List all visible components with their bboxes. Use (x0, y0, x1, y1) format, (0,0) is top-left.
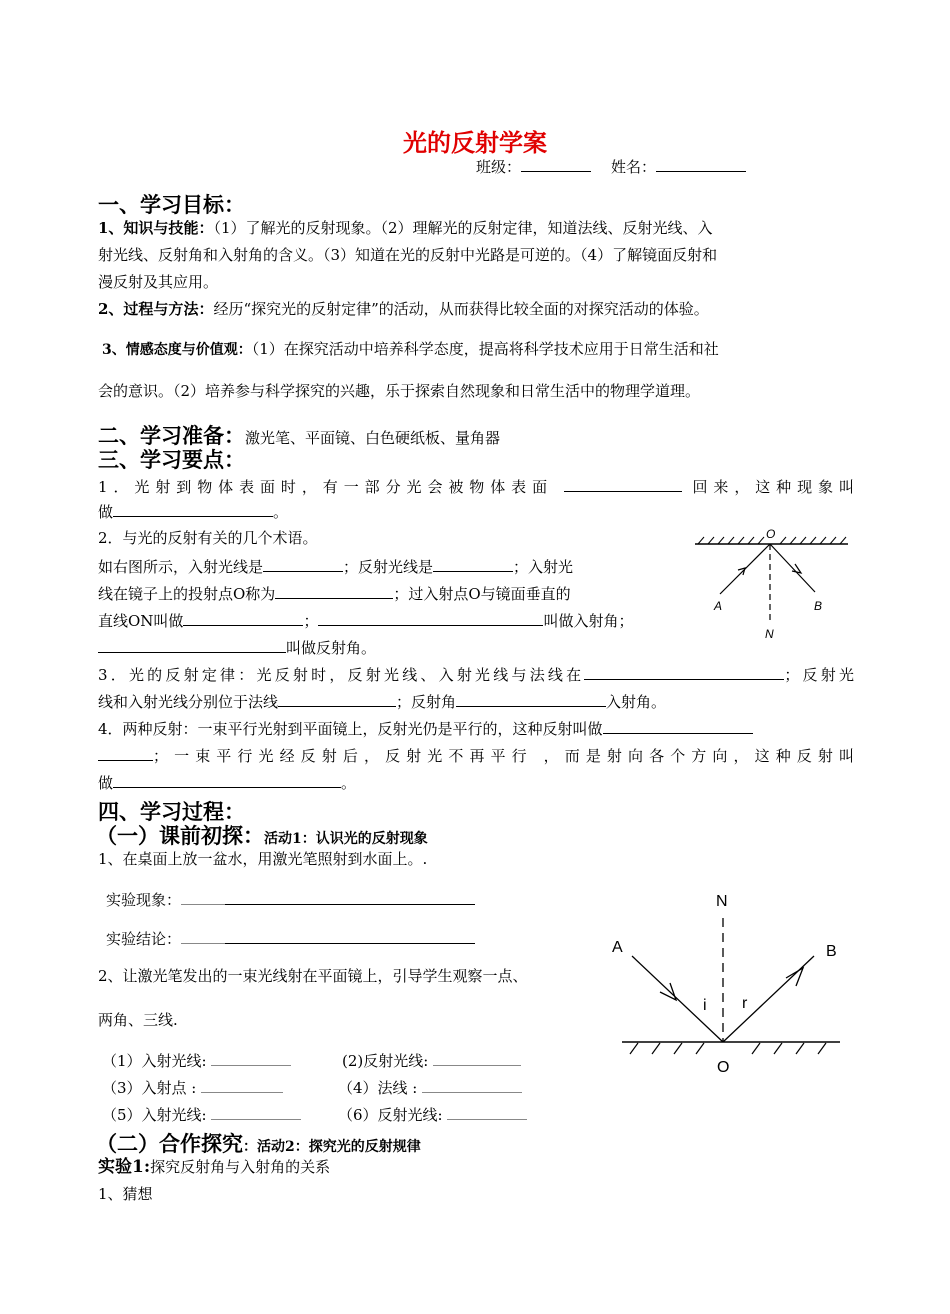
field-6-label: （6）反射光线: (338, 1106, 443, 1124)
phenomenon-blank-a[interactable] (181, 888, 225, 905)
field-6 (338, 1103, 527, 1125)
section-2-heading: 二、学习准备： (98, 423, 245, 448)
knowledge-label: 1、知识与技能： (98, 219, 214, 237)
item-2-text-2b: ；过入射点O与镜面垂直的 (393, 585, 571, 603)
specular-blank-b[interactable] (98, 744, 153, 761)
knowledge-line-2: 射光线、反射角和入射角的含义。（3）知道在光的反射中光路是可逆的。（4）了解镜面反射和 (98, 246, 718, 264)
conclusion-blank-a[interactable] (181, 927, 225, 944)
name-blank[interactable] (656, 155, 746, 172)
sides-blank[interactable] (278, 690, 396, 707)
prep-text: 激光笔、平面镜、白色硬纸板、量角器 (245, 429, 501, 447)
field-3 (102, 1076, 283, 1098)
reflection-diagram-1 (690, 522, 860, 647)
item-4-text-d: 。 (341, 774, 357, 792)
item-2-text-2a: 线在镜子上的投射点O称为 (98, 585, 276, 603)
item-2-line-3 (98, 609, 633, 631)
knowledge-line-1 (98, 218, 713, 238)
fig2-n-label: N (716, 893, 728, 910)
incidence-point-blank[interactable] (275, 582, 393, 599)
field-4 (338, 1076, 522, 1098)
item-1-blank-2[interactable] (113, 500, 273, 517)
subsection-2-heading: （二）合作探究 (96, 1131, 243, 1156)
item-4-line-1 (98, 717, 753, 739)
experiment-1-text: 探究反射角与入射角的关系 (150, 1158, 331, 1176)
field-1 (102, 1049, 291, 1071)
item-2-text-1c: ；入射光 (513, 558, 574, 576)
fig2-b-label: B (826, 943, 837, 960)
item-1-line-2 (98, 500, 288, 522)
field-4-blank[interactable] (422, 1076, 522, 1093)
fig2-incident-ray (632, 956, 723, 1042)
reflected-ray-blank[interactable] (433, 555, 513, 572)
step-2-line-2: 两角、三线. (98, 1011, 178, 1029)
class-label: 班级： (476, 158, 522, 176)
field-5-label: （5）入射光线: (102, 1106, 207, 1124)
step-2-line-1: 2、让激光笔发出的一束光线射在平面镜上，引导学生观察一点、 (98, 967, 528, 985)
subsection-2 (96, 1128, 421, 1158)
field-1-blank[interactable] (211, 1049, 291, 1066)
specular-blank-a[interactable] (603, 717, 753, 734)
knowledge-line-3: 漫反射及其应用。 (98, 273, 219, 291)
item-1-text-b: 回来，这种现象叫 (692, 478, 854, 496)
incident-arrow (738, 568, 745, 575)
field-5-blank[interactable] (211, 1103, 301, 1120)
step-1: 1、在桌面上放一盆水，用激光笔照射到水面上。. (98, 850, 428, 868)
item-4-text-a: 4．两种反射：一束平行光射到平面镜上，反射光仍是平行的，这种反射叫做 (98, 720, 603, 738)
class-blank[interactable] (521, 155, 591, 172)
experiment-1-label: 实验1: (98, 1157, 151, 1177)
reflection-diagram-2 (600, 880, 850, 1080)
item-2-text-4: 叫做反射角。 (286, 639, 377, 657)
field-3-blank[interactable] (201, 1076, 283, 1093)
reflected-ray (770, 544, 815, 592)
fig2-reflected-arrow (786, 968, 803, 986)
field-4-label: （4）法线 : (338, 1079, 418, 1097)
item-4-line-3 (98, 771, 356, 793)
conclusion-blank-b[interactable] (225, 927, 475, 944)
phenomenon-row (106, 888, 475, 910)
emotion-line-2: 会的意识。（2）培养参与科学探究的兴趣，乐于探索自然现象和日常生活中的物理学道理。 (98, 382, 701, 400)
experiment-1 (98, 1157, 330, 1177)
item-2-text-1a: 如右图所示，入射光线是 (98, 558, 264, 576)
item-3-text-d: ；反射角 (396, 693, 457, 711)
field-1-label: （1）入射光线: (102, 1052, 207, 1070)
conclusion-row (106, 927, 475, 949)
item-1-text-a: 1．光射到物体表面时，有一部分光会被物体表面 (98, 478, 554, 496)
emotion-line-1 (102, 339, 719, 360)
phenomenon-label: 实验现象： (106, 891, 182, 909)
plane-blank[interactable] (584, 663, 784, 680)
item-3-line-2 (98, 690, 666, 712)
item-1-blank-1[interactable] (564, 475, 682, 492)
angle-relation-blank[interactable] (456, 690, 606, 707)
incidence-angle-blank[interactable] (318, 609, 543, 626)
phenomenon-blank-b[interactable] (225, 888, 475, 905)
subsection-1 (96, 820, 428, 850)
item-3-line-1 (98, 663, 854, 685)
diffuse-blank[interactable] (113, 771, 341, 788)
item-4-text-c: 做 (98, 774, 114, 792)
item-3-text-e: 入射角。 (606, 693, 667, 711)
section-1-heading: 一、学习目标： (98, 192, 245, 217)
normal-blank[interactable] (183, 609, 303, 626)
item-3-text-b: ；反射光 (784, 666, 854, 684)
item-2-text-3a: 直线ON叫做 (98, 612, 184, 630)
emotion-text-1: （1）在探究活动中培养科学态度，提高将科学技术应用于日常生活和社 (251, 340, 719, 358)
item-2-title: 2．与光的反射有关的几个术语。 (98, 529, 318, 547)
fig2-o-label: O (717, 1059, 730, 1076)
point-o-label: O (766, 527, 776, 541)
fig2-r-label: r (742, 995, 748, 1012)
activity-2-title: ：活动2：探究光的反射规律 (243, 1139, 421, 1155)
point-b-label: B (814, 599, 823, 613)
field-3-label: （3）入射点 : (102, 1079, 197, 1097)
item-4-text-b: ；一束平行光经反射后，反射光不再平行 ，而是射向各个方向，这种反射叫 (153, 747, 854, 765)
item-1-line-1 (98, 475, 854, 497)
point-n-label: N (765, 627, 774, 641)
conclusion-label: 实验结论： (106, 930, 182, 948)
name-field (611, 155, 746, 177)
page-title: 光的反射学案 (403, 128, 547, 157)
field-2-blank[interactable] (433, 1049, 521, 1066)
item-1-text-c: 做 (98, 503, 114, 521)
point-a-label: A (714, 599, 723, 613)
field-2 (342, 1049, 521, 1071)
item-3-text-a: 3．光的反射定律：光反射时，反射光线、入射光线与法线在 (98, 666, 585, 684)
incident-ray-blank[interactable] (263, 555, 343, 572)
item-2-text-3b: ； (303, 612, 319, 630)
process-line (98, 299, 709, 319)
item-2-line-4 (98, 636, 376, 658)
activity-1-title: 活动1：认识光的反射现象 (264, 831, 428, 847)
item-1-text-d: 。 (273, 503, 289, 521)
emotion-label: 3、情感态度与价值观： (102, 342, 252, 358)
field-6-blank[interactable] (447, 1103, 527, 1120)
item-2-line-2 (98, 582, 571, 604)
item-4-line-2 (98, 744, 854, 766)
field-2-label: (2)反射光线: (342, 1052, 429, 1070)
item-3-text-c: 线和入射光线分别位于法线 (98, 693, 279, 711)
fig2-mirror-hatch (630, 1043, 826, 1054)
section-4-heading: 四、学习过程： (98, 799, 245, 824)
guess-heading: 1、猜想 (98, 1185, 153, 1203)
fig2-i-label: i (703, 997, 707, 1014)
section-3-heading: 三、学习要点： (98, 447, 245, 472)
fig2-a-label: A (612, 939, 623, 956)
reflection-angle-blank[interactable] (98, 636, 286, 653)
class-field (476, 155, 591, 177)
knowledge-text-1: （1）了解光的反射现象。（2）理解光的反射定律，知道法线、反射光线、入 (213, 219, 713, 237)
item-2-text-1b: ；反射光线是 (343, 558, 434, 576)
item-2-text-3c: 叫做入射角； (543, 612, 634, 630)
process-text: 经历“探究光的反射定律”的活动，从而获得比较全面的对探究活动的体验。 (213, 300, 709, 318)
item-2-line-1 (98, 555, 573, 577)
process-label: 2、过程与方法： (98, 300, 214, 318)
subsection-1-heading: （一）课前初探： (96, 823, 264, 848)
name-label: 姓名： (611, 158, 657, 176)
field-5 (102, 1103, 301, 1125)
